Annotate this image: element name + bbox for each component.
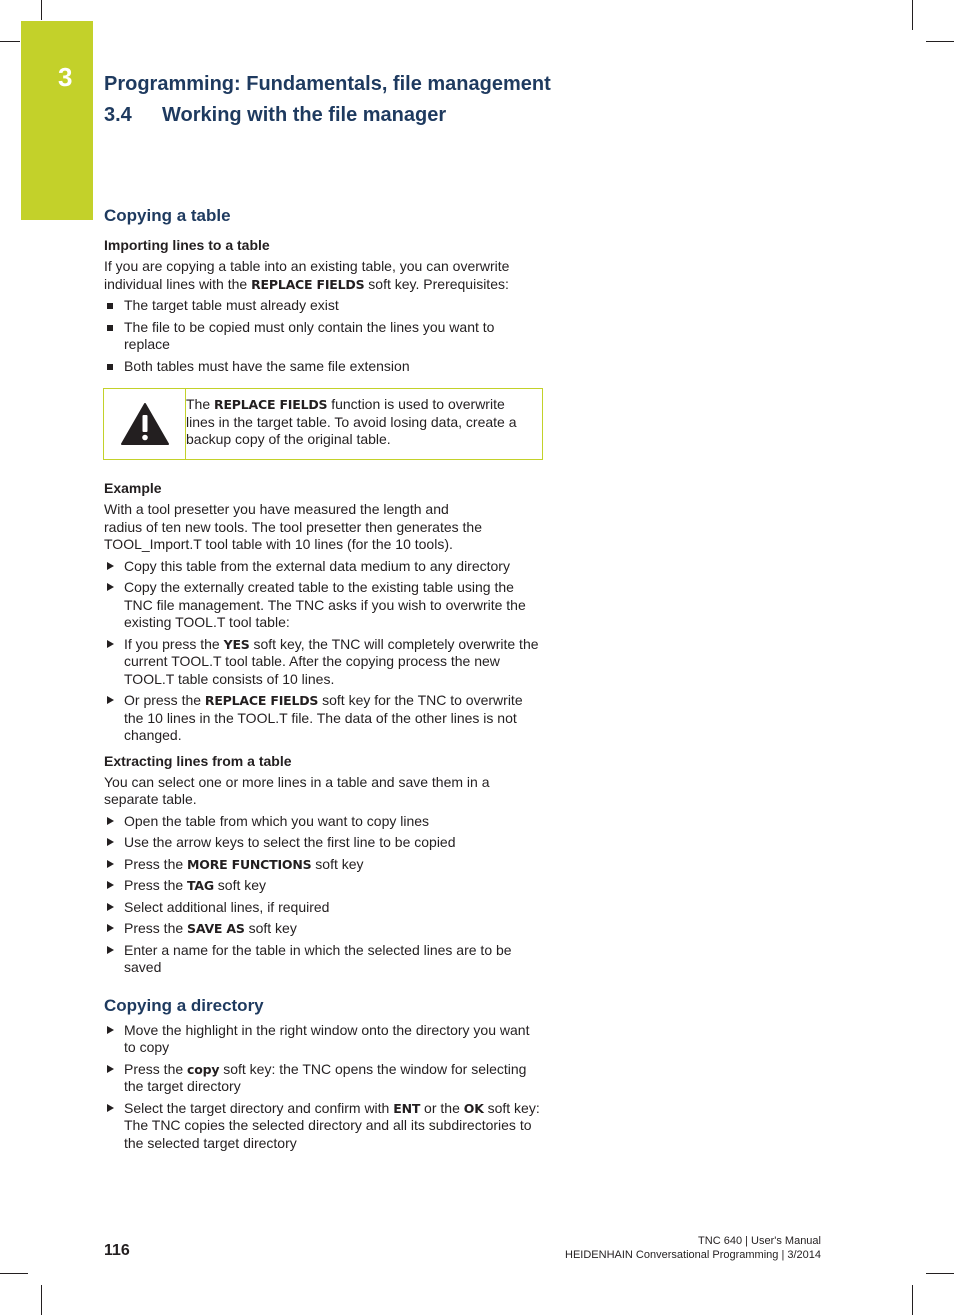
list-item: [104, 297, 544, 315]
text: Or press the: [124, 692, 205, 708]
text: Select additional lines, if required: [124, 898, 330, 915]
text: soft key, the TNC will completely overwrite the current TOOL.T tool table. After the copying process the new TOOL.T table consists of 10 lines.: [124, 635, 539, 687]
list-item: [104, 692, 544, 745]
crop-mark: [912, 0, 913, 30]
list-item: [104, 1022, 544, 1057]
text: soft key. Prerequisites:: [364, 275, 509, 292]
text: Move the highlight in the right window onto the directory you want to copy: [124, 1021, 530, 1055]
list-item: [104, 813, 544, 831]
text: Select the target directory and confirm with: [124, 1099, 394, 1116]
arrow-bullet-icon: [107, 860, 114, 868]
arrow-bullet-icon: [107, 881, 114, 889]
text: Copy the externally created table to the existing table using the TNC file management. The TNC asks if you wish to overwrite the existing TOOL.T tool table:: [124, 579, 526, 630]
softkey-name: OK: [463, 1100, 484, 1116]
text: soft key: The TNC copies the selected directory and all its subdirectories to the selected target directory: [124, 1099, 540, 1151]
softkey-name: YES: [223, 636, 250, 652]
example-steps: [104, 558, 544, 745]
footer-manual-title: TNC 640 | User's Manual: [698, 1235, 821, 1247]
arrow-bullet-icon: [107, 946, 114, 954]
text: Press the: [124, 1060, 188, 1077]
text: With a tool presetter you have measured the length and: [104, 501, 449, 517]
importing-intro: [104, 258, 544, 293]
arrow-bullet-icon: [107, 1065, 114, 1073]
chapter-tab: [21, 21, 93, 220]
list-item: [104, 636, 544, 689]
text: soft key: the TNC opens the window for selecting the target directory: [124, 1060, 527, 1094]
text: Press the: [124, 877, 188, 893]
square-bullet-icon: [107, 364, 113, 370]
text: The: [186, 396, 215, 412]
arrow-bullet-icon: [107, 1104, 114, 1112]
section-number: 3.4: [104, 104, 132, 126]
text: Press the: [124, 920, 188, 936]
text: Both tables must have the same file extension: [124, 357, 410, 374]
list-item: [104, 319, 544, 354]
text: radius of ten new tools. The tool presetter then generates the TOOL_Import.T tool table with 10 lines (for the 10 tools).: [104, 518, 482, 552]
list-item: [104, 877, 544, 895]
softkey-name: REPLACE FIELDS: [204, 693, 319, 708]
page-number: 116: [104, 1242, 130, 1259]
crop-mark: [912, 1285, 913, 1315]
warning-icon: [120, 402, 170, 446]
subheading-importing: Importing lines to a table: [104, 237, 270, 253]
crop-mark: [926, 1273, 954, 1274]
text: The file to be copied must only contain the lines you want to replace: [124, 318, 495, 352]
crop-mark: [41, 0, 42, 20]
list-item: [104, 1100, 544, 1153]
text: Press the: [124, 855, 188, 872]
softkey-name: SAVE AS: [187, 921, 245, 936]
square-bullet-icon: [107, 325, 113, 331]
text: soft key: [213, 877, 267, 893]
directory-steps: [104, 1022, 544, 1153]
warning-text: [186, 389, 542, 459]
arrow-bullet-icon: [107, 838, 114, 846]
heading-copying-directory: Copying a directory: [104, 995, 264, 1015]
arrow-bullet-icon: [107, 562, 114, 570]
subheading-example: Example: [104, 480, 162, 496]
section-title: [104, 104, 446, 127]
main-content: [104, 205, 544, 1156]
arrow-bullet-icon: [107, 817, 114, 825]
text: soft key: [244, 920, 297, 936]
softkey-name: REPLACE FIELDS: [214, 397, 328, 412]
heading-copying-table: Copying a table: [104, 206, 231, 225]
arrow-bullet-icon: [107, 640, 114, 648]
text: function is used to overwrite lines in the target table. To avoid losing data, create a backup copy of the original table.: [186, 396, 517, 447]
text: Open the table from which you want to copy lines: [124, 812, 430, 829]
list-item: [104, 1061, 544, 1096]
chapter-title: Programming: Fundamentals, file management: [104, 73, 551, 95]
arrow-bullet-icon: [107, 583, 114, 591]
footer-edition: HEIDENHAIN Conversational Programming | 3/2014: [565, 1248, 821, 1261]
text: The target table must already exist: [124, 297, 339, 313]
arrow-bullet-icon: [107, 924, 114, 932]
list-item: [104, 856, 544, 874]
text: Enter a name for the table in which the selected lines are to be saved: [124, 941, 512, 975]
list-item: [104, 834, 544, 852]
warning-icon-cell: [104, 389, 186, 459]
softkey-name: MORE FUNCTIONS: [187, 856, 312, 872]
softkey-name: ENT: [393, 1100, 421, 1116]
warning-box: [103, 388, 543, 460]
crop-mark: [0, 1273, 28, 1274]
subheading-extracting: Extracting lines from a table: [104, 752, 292, 769]
square-bullet-icon: [107, 303, 113, 309]
extracting-steps: [104, 813, 544, 977]
softkey-name: copy: [187, 1061, 220, 1077]
text: soft key: [311, 855, 364, 872]
example-intro: [104, 501, 544, 554]
section-title-text: Working with the file manager: [162, 104, 447, 126]
crop-mark: [926, 41, 954, 42]
text: Copy this table from the external data medium to any directory: [124, 557, 510, 574]
text: or the: [420, 1099, 464, 1116]
text: Use the arrow keys to select the first line to be copied: [124, 834, 456, 850]
arrow-bullet-icon: [107, 1026, 114, 1034]
softkey-name: TAG: [187, 878, 214, 893]
softkey-name: REPLACE FIELDS: [251, 276, 365, 292]
list-item: [104, 579, 544, 632]
list-item: [104, 358, 544, 376]
extracting-intro: You can select one or more lines in a table and save them in a separate table.: [104, 773, 490, 807]
text: If you are copying a table into an existing table, you can overwrite individual lines with the: [104, 258, 510, 292]
footer-info: [565, 1235, 821, 1262]
chapter-number: 3: [58, 62, 73, 92]
list-item: [104, 920, 544, 938]
arrow-bullet-icon: [107, 696, 114, 704]
list-item: [104, 942, 544, 977]
crop-mark: [41, 1285, 42, 1315]
text: If you press the: [124, 635, 224, 652]
prerequisite-list: [104, 297, 544, 375]
text: soft key for the TNC to overwrite the 10 lines in the TOOL.T file. The data of the other lines is not changed.: [124, 692, 523, 743]
arrow-bullet-icon: [107, 903, 114, 911]
list-item: [104, 558, 544, 576]
crop-mark: [0, 41, 20, 42]
list-item: [104, 899, 544, 917]
